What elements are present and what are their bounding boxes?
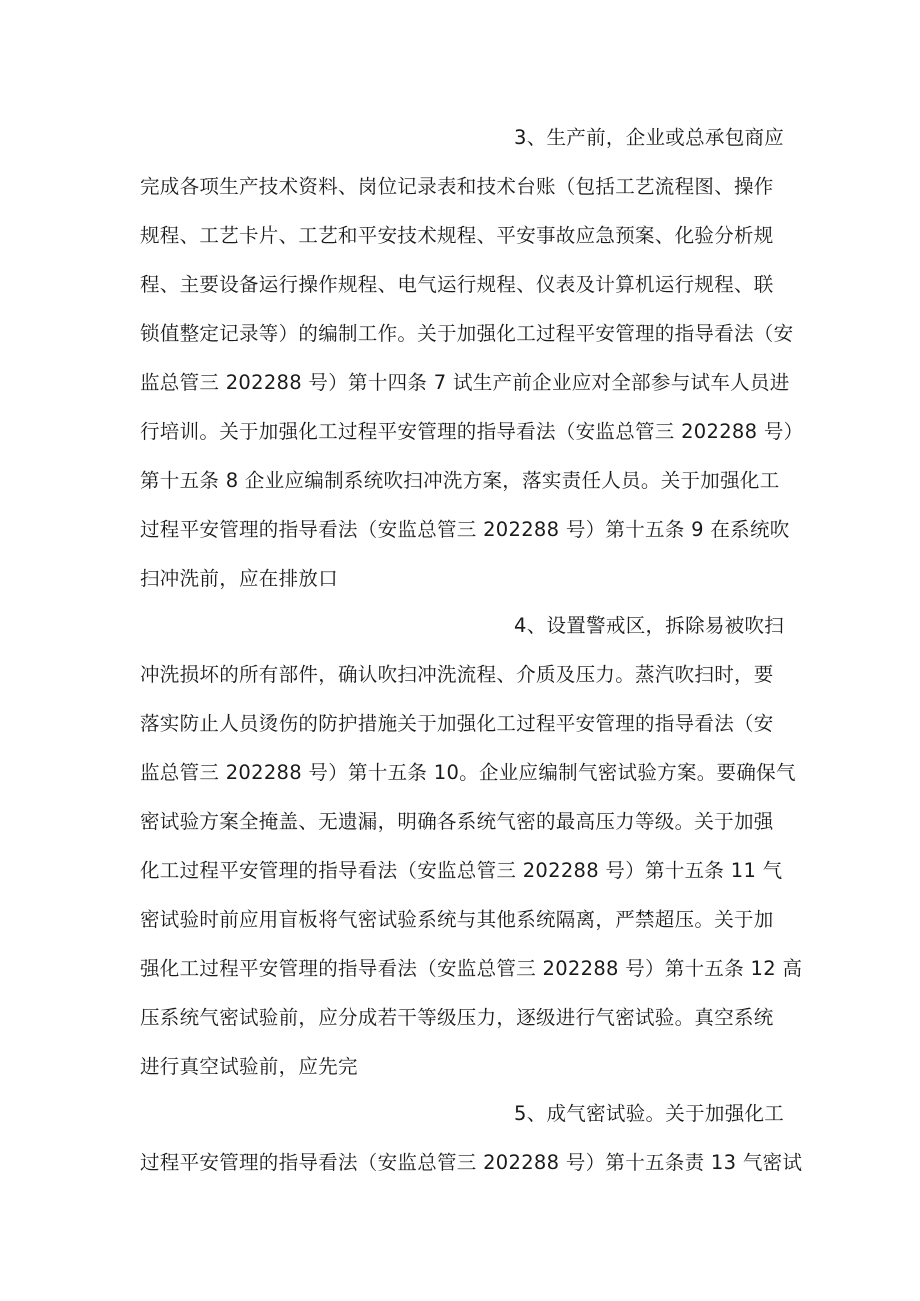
text-line: 锁值整定记录等）的编制工作。关于加强化工过程平安管理的指导看法（安 (140, 322, 794, 345)
text-line: 程、主要设备运行操作规程、电气运行规程、仪表及计算机运行规程、联 (140, 273, 774, 296)
text-line: 密试验方案全掩盖、无遗漏，明确各系统气密的最高压力等级。关于加强 (140, 810, 774, 833)
paragraph-3-heading-line: 3、生产前，企业或总承包商应 (514, 126, 785, 149)
paragraph-5-heading-line: 5、成气密试验。关于加强化工 (514, 1102, 785, 1125)
text-line: 强化工过程平安管理的指导看法（安监总管三 202288 号）第十五条 12 高 (140, 957, 803, 980)
text-line: 行培训。关于加强化工过程平安管理的指导看法（安监总管三 202288 号） (140, 420, 804, 443)
text-line: 监总管三 202288 号）第十四条 7 试生产前企业应对全部参与试车人员进 (140, 371, 790, 394)
text-line: 压系统气密试验前，应分成若干等级压力，逐级进行气密试验。真空系统 (140, 1006, 774, 1029)
text-line: 过程平安管理的指导看法（安监总管三 202288 号）第十五条责 13 气密试 (140, 1151, 803, 1174)
paragraph-4-heading-line: 4、设置警戒区，拆除易被吹扫 (514, 614, 785, 637)
text-line: 过程平安管理的指导看法（安监总管三 202288 号）第十五条 9 在系统吹 (140, 518, 790, 541)
text-line: 完成各项生产技术资料、岗位记录表和技术台账（包括工艺流程图、操作 (140, 175, 774, 198)
text-line: 密试验时前应用盲板将气密试验系统与其他系统隔离，严禁超压。关于加 (140, 908, 774, 931)
text-line: 化工过程平安管理的指导看法（安监总管三 202288 号）第十五条 11 气 (140, 859, 783, 882)
text-line: 扫冲洗前，应在排放口 (140, 567, 339, 590)
text-line: 进行真空试验前，应先完 (140, 1055, 358, 1078)
text-line: 规程、工艺卡片、工艺和平安技术规程、平安事故应急预案、化验分析规 (140, 224, 774, 247)
text-line: 第十五条 8 企业应编制系统吹扫冲洗方案，落实责任人员。关于加强化工 (140, 469, 780, 492)
text-line: 冲洗损坏的所有部件，确认吹扫冲洗流程、介质及压力。蒸汽吹扫时，要 (140, 663, 774, 686)
text-line: 落实防止人员烫伤的防护措施关于加强化工过程平安管理的指导看法（安 (140, 712, 774, 735)
text-line: 监总管三 202288 号）第十五条 10。企业应编制气密试验方案。要确保气 (140, 761, 796, 784)
